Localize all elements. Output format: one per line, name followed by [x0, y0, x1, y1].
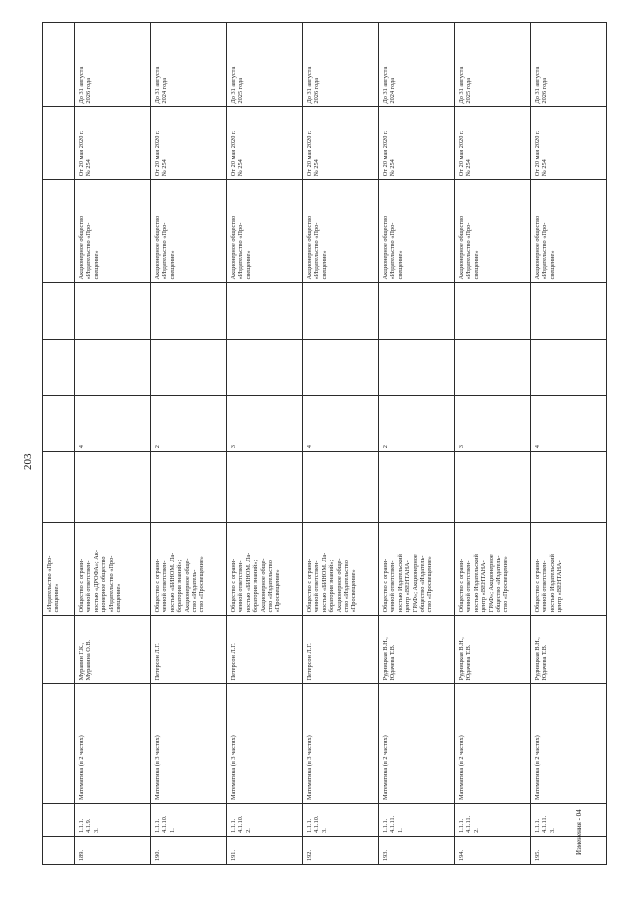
cell-code: [151, 804, 227, 837]
cell-empty: [379, 283, 455, 339]
cell-empty: [227, 339, 303, 395]
cell-authors: [227, 616, 303, 684]
cell-num-text: 193.: [382, 849, 389, 861]
cell-org: [379, 180, 455, 283]
cell-empty: [531, 339, 607, 395]
cell-empty: [303, 283, 379, 339]
cell-num-text: 195.: [534, 849, 541, 861]
page-number: 203: [22, 453, 34, 470]
cell-term: [75, 23, 151, 108]
cell-order: [303, 107, 379, 180]
cell-empty: [455, 339, 531, 395]
cell-term: [151, 23, 227, 108]
cell-empty: [227, 283, 303, 339]
cell-publisher: [303, 522, 379, 616]
cell-org-text: Акционерное общество «Издательство «Про- свещение»: [534, 215, 556, 280]
cell-term: [303, 23, 379, 108]
cell-publisher-text: Общество с ограни- ченной ответствен- ностью Издательский центр «ВЕНТАНА- ГРАФ»; Акционерное общество «Издатель- ство «Просвещение»: [458, 554, 510, 613]
cell-empty: [75, 283, 151, 339]
cell-term-text: До 31 августа 2024 года: [382, 66, 397, 104]
cell-empty: [151, 339, 227, 395]
cell-code: [303, 804, 379, 837]
cell-publisher: [227, 522, 303, 616]
cell-authors: [303, 616, 379, 684]
cell-authors-text: Рудницкая В.Н., Юдачева Т.В.: [534, 637, 549, 681]
cell-num: [227, 836, 303, 864]
cell-title-text: Математика (в 2 частях): [78, 735, 85, 801]
cell-order-text: От 20 мая 2020 г. № 254: [458, 130, 473, 177]
cell-order-text: От 20 мая 2020 г. № 254: [154, 130, 169, 177]
cell-publisher-text: Общество с ограни- ченной ответствен- ностью «БИНОМ. Ла- боратория знаний»; Акционерное обще- ство «Издатель- ство «Просвещение»: [154, 552, 206, 613]
cell-publisher: [43, 522, 75, 616]
cell-order-text: От 20 мая 2020 г. № 254: [306, 130, 321, 177]
cell-order: [379, 107, 455, 180]
cell-publisher-text: Общество с ограни- ченной ответствен- ностью «БИНОМ. Ла- боратория знаний»; Акционерное обще- ство «Издательство «Просвещение»: [230, 552, 282, 613]
cell-grade-text: 4: [306, 445, 313, 449]
cell-grade: [75, 395, 151, 451]
cell-authors-text: Петерсон Л.Г.: [154, 643, 161, 681]
cell-title: [455, 684, 531, 804]
cell-empty: [151, 283, 227, 339]
cell-org: [227, 180, 303, 283]
cell-order: [531, 107, 607, 180]
cell-grade: [303, 395, 379, 451]
cell-code: [43, 804, 75, 837]
cell-title-text: Математика (в 2 частях): [382, 735, 389, 801]
cell-num: [303, 836, 379, 864]
cell-empty: [531, 452, 607, 522]
cell-org: [455, 180, 531, 283]
cell-grade: [531, 395, 607, 451]
cell-org: [43, 180, 75, 283]
cell-grade-text: 3: [458, 445, 465, 449]
cell-grade-text: 4: [78, 445, 85, 449]
cell-authors: [379, 616, 455, 684]
cell-code: [455, 804, 531, 837]
cell-term: [455, 23, 531, 108]
cell-authors-text: Петерсон Л.Г.: [230, 643, 237, 681]
cell-empty: [531, 283, 607, 339]
cell-publisher: [75, 522, 151, 616]
table-row: [75, 23, 151, 865]
cell-grade: [379, 395, 455, 451]
cell-title-text: Математика (в 3 частях): [230, 735, 237, 801]
cell-empty: [43, 283, 75, 339]
cell-term-text: До 31 августа 2026 года: [534, 66, 549, 104]
cell-title-text: Математика (в 2 частях): [458, 735, 465, 801]
cell-grade-text: 4: [534, 445, 541, 449]
cell-code-text: 1.1.1. 4.1.10. 3.: [306, 815, 328, 833]
cell-code: [379, 804, 455, 837]
cell-empty: [455, 283, 531, 339]
table-row: [303, 23, 379, 865]
cell-code-text: 1.1.1. 4.1.10. 1.: [154, 815, 176, 833]
cell-num: [75, 836, 151, 864]
cell-title: [151, 684, 227, 804]
cell-term-text: До 31 августа 2026 года: [78, 66, 93, 104]
cell-order-text: От 20 мая 2020 г. № 254: [382, 130, 397, 177]
cell-title: [75, 684, 151, 804]
cell-empty: [379, 339, 455, 395]
table-row: [379, 23, 455, 865]
cell-empty: [227, 452, 303, 522]
cell-grade-text: 3: [230, 445, 237, 449]
cell-code: [227, 804, 303, 837]
textbook-table: [42, 22, 607, 865]
cell-order-text: От 20 мая 2020 г. № 254: [230, 130, 245, 177]
cell-empty: [379, 452, 455, 522]
cell-num: [379, 836, 455, 864]
cell-publisher-text: Общество с ограни- ченной ответствен- ностью «БИНОМ. Ла- боратория знаний»; Акционерное обще- ство «Издательство «Просвещение»: [306, 552, 358, 613]
cell-org-text: Акционерное общество «Издательство «Про- свещение»: [78, 215, 100, 280]
cell-publisher-text: Общество с ограни- ченной ответствен- ностью Издательский центр «ВЕНТАНА- ГРАФ»; Акционерное общество «Издатель- ство «Просвещение»: [382, 554, 434, 613]
cell-empty: [75, 339, 151, 395]
cell-org: [75, 180, 151, 283]
table-row: [227, 23, 303, 865]
cell-org-text: Акционерное общество «Издательство «Про- свещение»: [154, 215, 176, 280]
cell-num-text: 194.: [458, 849, 465, 861]
cell-title: [303, 684, 379, 804]
cell-title-text: Математика (в 3 частях): [154, 735, 161, 801]
cell-org-text: Акционерное общество «Издательство «Про- свещение»: [306, 215, 328, 280]
cell-term: [43, 23, 75, 108]
cell-term-text: До 31 августа 2025 года: [458, 66, 473, 104]
cell-empty: [455, 452, 531, 522]
table-row: [531, 23, 607, 865]
cell-num: [455, 836, 531, 864]
footer-changes-note: Изменения - 04: [575, 809, 583, 855]
continuation-row: [43, 23, 75, 865]
cell-org-text: Акционерное общество «Издательство «Про- свещение»: [382, 215, 404, 280]
table-row: [151, 23, 227, 865]
cell-authors-text: Петерсон Л.Г.: [306, 643, 313, 681]
cell-order-text: От 20 мая 2020 г. № 254: [534, 130, 549, 177]
cell-order: [455, 107, 531, 180]
table-body: [43, 23, 607, 865]
cell-empty: [303, 452, 379, 522]
cell-publisher: [455, 522, 531, 616]
cell-code-text: 1.1.1. 4.1.11. 1.: [382, 815, 404, 833]
table-row: [455, 23, 531, 865]
cell-org: [531, 180, 607, 283]
cell-num: [531, 836, 607, 864]
cell-order: [151, 107, 227, 180]
cell-num-text: 191.: [230, 849, 237, 861]
cell-code: [531, 804, 607, 837]
cell-title: [227, 684, 303, 804]
cell-code-text: 1.1.1. 4.1.10. 2.: [230, 815, 252, 833]
cell-publisher: [151, 522, 227, 616]
cell-title: [43, 684, 75, 804]
cell-publisher: [379, 522, 455, 616]
cell-authors: [455, 616, 531, 684]
cell-authors-text: Рудницкая В.Н., Юдачева Т.В.: [382, 637, 397, 681]
cell-code: [75, 804, 151, 837]
continuation-publisher: «Издательство «Про- свещение»: [46, 555, 61, 613]
cell-empty: [303, 339, 379, 395]
cell-grade: [227, 395, 303, 451]
cell-publisher: [531, 522, 607, 616]
cell-org: [303, 180, 379, 283]
cell-num: [43, 836, 75, 864]
cell-term: [531, 23, 607, 108]
cell-empty: [43, 452, 75, 522]
cell-title: [531, 684, 607, 804]
cell-grade: [43, 395, 75, 451]
cell-authors: [531, 616, 607, 684]
cell-order: [227, 107, 303, 180]
cell-term-text: До 31 августа 2025 года: [230, 66, 245, 104]
cell-empty: [75, 452, 151, 522]
cell-grade: [455, 395, 531, 451]
cell-term: [379, 23, 455, 108]
cell-grade-text: 2: [154, 445, 161, 449]
cell-term: [227, 23, 303, 108]
cell-code-text: 1.1.1. 4.1.9. 3.: [78, 818, 100, 833]
cell-num-text: 190.: [154, 849, 161, 861]
cell-authors: [75, 616, 151, 684]
cell-empty: [43, 339, 75, 395]
cell-num: [151, 836, 227, 864]
cell-term-text: До 31 августа 2024 года: [154, 66, 169, 104]
cell-org-text: Акционерное общество «Издательство «Про- свещение»: [230, 215, 252, 280]
cell-grade-text: 2: [382, 445, 389, 449]
cell-num-text: 189.: [78, 849, 85, 861]
cell-num-text: 192.: [306, 849, 313, 861]
cell-title-text: Математика (в 2 частях): [534, 735, 541, 801]
cell-org-text: Акционерное общество «Издательство «Про- свещение»: [458, 215, 480, 280]
cell-term-text: До 31 августа 2026 года: [306, 66, 321, 104]
cell-authors: [43, 616, 75, 684]
cell-code-text: 1.1.1. 4.1.11. 2.: [458, 815, 480, 833]
cell-order-text: От 20 мая 2020 г. № 254: [78, 130, 93, 177]
cell-authors-text: Муравин Г.К., Муравина О.В.: [78, 639, 93, 681]
cell-publisher-text: Общество с ограни- ченной ответствен- ностью «ДРОФА»; Ак- ционерное общество «Издательство «Про- свещение»: [78, 550, 123, 613]
cell-title: [379, 684, 455, 804]
cell-title-text: Математика (в 3 частях): [306, 735, 313, 801]
cell-publisher-text: Общество с ограни- ченной ответствен- ностью Издательский центр «ВЕНТАНА-: [534, 554, 564, 613]
cell-order: [75, 107, 151, 180]
cell-empty: [151, 452, 227, 522]
cell-authors-text: Рудницкая В.Н., Юдачева Т.В.: [458, 637, 473, 681]
cell-grade: [151, 395, 227, 451]
cell-org: [151, 180, 227, 283]
cell-code-text: 1.1.1. 4.1.11. 3.: [534, 815, 556, 833]
cell-authors: [151, 616, 227, 684]
cell-order: [43, 107, 75, 180]
